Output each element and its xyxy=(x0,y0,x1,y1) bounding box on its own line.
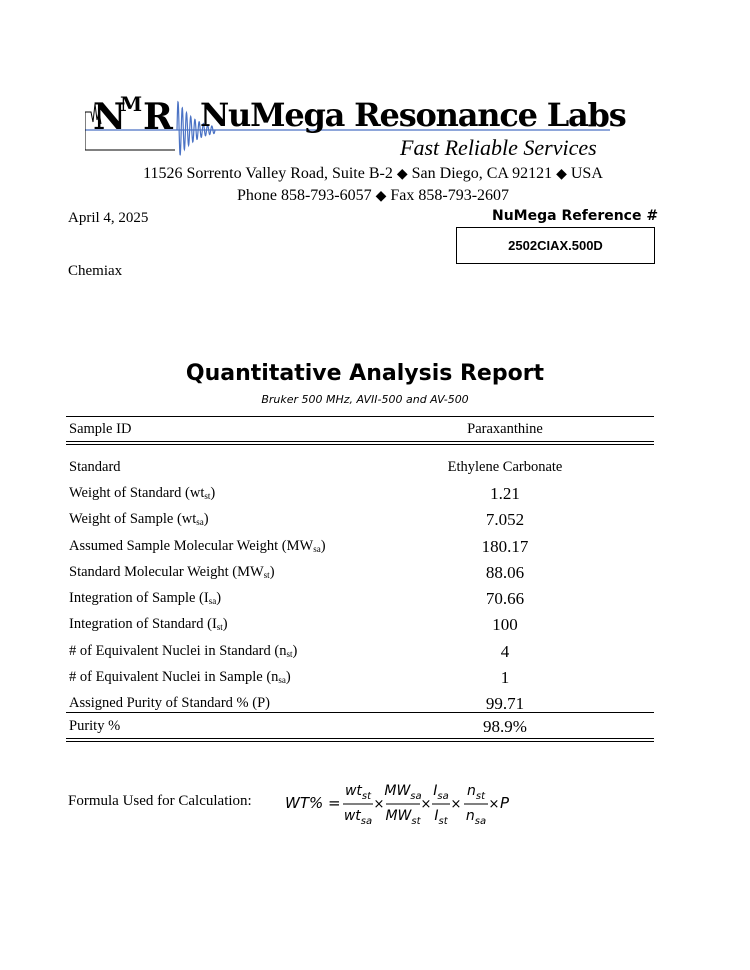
table-row xyxy=(69,559,654,585)
row-label-tail: ) xyxy=(292,643,298,659)
row-label xyxy=(69,616,228,633)
row-value: 100 xyxy=(492,615,518,634)
formula-denominator: $I_{st}$ xyxy=(434,808,448,827)
logo-letter-n: N xyxy=(93,96,126,138)
sample-id-label: Sample ID xyxy=(69,421,132,437)
purity-label: Purity % xyxy=(69,718,121,734)
report-date: April 4, 2025 xyxy=(68,210,149,226)
client-name: Chemiax xyxy=(68,263,123,279)
formula-numerator: $n_{st}$ xyxy=(466,783,486,802)
row-label-text: Weight of Standard (wt xyxy=(69,485,205,501)
row-label-tail: ) xyxy=(203,511,209,527)
row-label-text: # of Equivalent Nuclei in Standard (n xyxy=(69,643,287,659)
row-value: 1 xyxy=(500,668,510,687)
row-label-subscript: sa xyxy=(196,517,204,527)
row-label xyxy=(69,590,221,607)
report-subtitle: Bruker 500 MHz, AVII-500 and AV-500 xyxy=(261,393,469,406)
row-label-text: Weight of Sample (wt xyxy=(69,511,197,527)
times-sign: × xyxy=(373,797,385,812)
table-header-double-rule xyxy=(66,441,654,445)
fax-number: Fax 858-793-2607 xyxy=(390,187,510,204)
row-label-subscript: sa xyxy=(278,675,286,685)
country: USA xyxy=(570,165,603,182)
row-label-subscript: sa xyxy=(208,596,217,606)
row-label-text: Integration of Standard (I xyxy=(69,616,217,632)
table-row xyxy=(69,506,654,532)
table-row xyxy=(69,454,654,480)
formula-numerator: $I_{sa}$ xyxy=(433,783,449,802)
row-value: 99.71 xyxy=(485,694,525,713)
table-row xyxy=(69,585,654,611)
row-value: Ethylene Carbonate xyxy=(447,459,563,475)
logo-letter-r: R xyxy=(143,96,173,138)
table-bottom-double-rule xyxy=(66,738,654,742)
diamond-icon: ◆ xyxy=(396,167,408,182)
row-label xyxy=(69,538,326,555)
address-line-1 xyxy=(0,163,748,185)
lab-name: NuMega Resonance Labs xyxy=(200,96,626,134)
row-label xyxy=(69,669,291,686)
row-label-subscript: st xyxy=(263,570,270,580)
table-row xyxy=(69,611,654,637)
row-label xyxy=(69,511,209,528)
row-label xyxy=(69,459,121,476)
table-row xyxy=(69,638,654,664)
row-value: 88.06 xyxy=(485,563,525,582)
row-label-tail: ) xyxy=(269,564,275,580)
formula-equation xyxy=(285,779,525,831)
formula-numerator: $wt_{st}$ xyxy=(344,783,372,802)
lab-tagline: Fast Reliable Services xyxy=(400,135,597,160)
formula-numerator: $MW_{sa}$ xyxy=(384,783,422,802)
reference-label: NuMega Reference # xyxy=(492,208,659,224)
row-label-text: Integration of Sample (I xyxy=(69,590,209,606)
formula-denominator: $n_{sa}$ xyxy=(465,808,487,827)
purity-value: 98.9% xyxy=(483,717,527,736)
times-sign: × xyxy=(488,797,500,812)
row-label-tail: ) xyxy=(210,485,216,501)
row-label-subscript: st xyxy=(204,491,211,501)
table-row xyxy=(69,480,654,506)
logo-letter-m: M xyxy=(120,92,143,116)
table-header-row xyxy=(69,416,654,442)
phone-number: Phone 858-793-6057 xyxy=(236,187,372,204)
row-label-tail: ) xyxy=(320,538,326,554)
row-label xyxy=(69,643,297,660)
row-label-text: Standard Molecular Weight (MW xyxy=(69,564,264,580)
row-label xyxy=(69,695,270,712)
formula-denominator: $wt_{sa}$ xyxy=(343,808,373,827)
row-label-text: # of Equivalent Nuclei in Sample (n xyxy=(69,669,279,685)
street-address: 11526 Sorrento Valley Road, Suite B-2 xyxy=(143,165,393,182)
lab-address xyxy=(0,163,748,207)
formula-label: Formula Used for Calculation: xyxy=(68,793,252,809)
address-line-2 xyxy=(0,185,748,207)
formula-purity-term: P xyxy=(500,794,510,812)
row-value: 1.21 xyxy=(490,484,520,503)
diamond-icon: ◆ xyxy=(556,167,567,182)
diamond-icon: ◆ xyxy=(375,189,387,204)
formula-denominator: $MW_{st}$ xyxy=(385,808,421,827)
row-label-tail: ) xyxy=(222,616,228,632)
reference-box xyxy=(456,227,655,264)
row-label-subscript: st xyxy=(286,649,293,659)
times-sign: × xyxy=(420,797,432,812)
row-label xyxy=(69,564,275,581)
row-label-subscript: st xyxy=(216,622,223,632)
purity-formula xyxy=(285,779,525,836)
table-row xyxy=(69,533,654,559)
row-label-tail: ) xyxy=(285,669,291,685)
row-label-subscript: sa xyxy=(313,544,321,554)
city-state-zip: San Diego, CA 92121 xyxy=(411,165,553,182)
reference-number: 2502CIAX.500D xyxy=(508,238,603,253)
row-value: 7.052 xyxy=(485,510,525,529)
report-title: Quantitative Analysis Report xyxy=(185,361,545,386)
row-label-text: Assumed Sample Molecular Weight (MW xyxy=(69,538,314,554)
row-label-tail: ) xyxy=(216,590,222,606)
row-label xyxy=(69,485,215,502)
row-value: 4 xyxy=(500,642,510,661)
row-label-text: Assigned Purity of Standard % (P) xyxy=(69,695,270,711)
sample-id-value: Paraxanthine xyxy=(467,421,543,437)
row-label-text: Standard xyxy=(69,459,121,475)
row-value: 180.17 xyxy=(481,537,529,556)
table-row xyxy=(69,664,654,690)
times-sign: × xyxy=(450,797,462,812)
formula-lhs: WT% = xyxy=(285,794,341,812)
table-result-row xyxy=(69,713,654,739)
row-value: 70.66 xyxy=(485,589,525,608)
